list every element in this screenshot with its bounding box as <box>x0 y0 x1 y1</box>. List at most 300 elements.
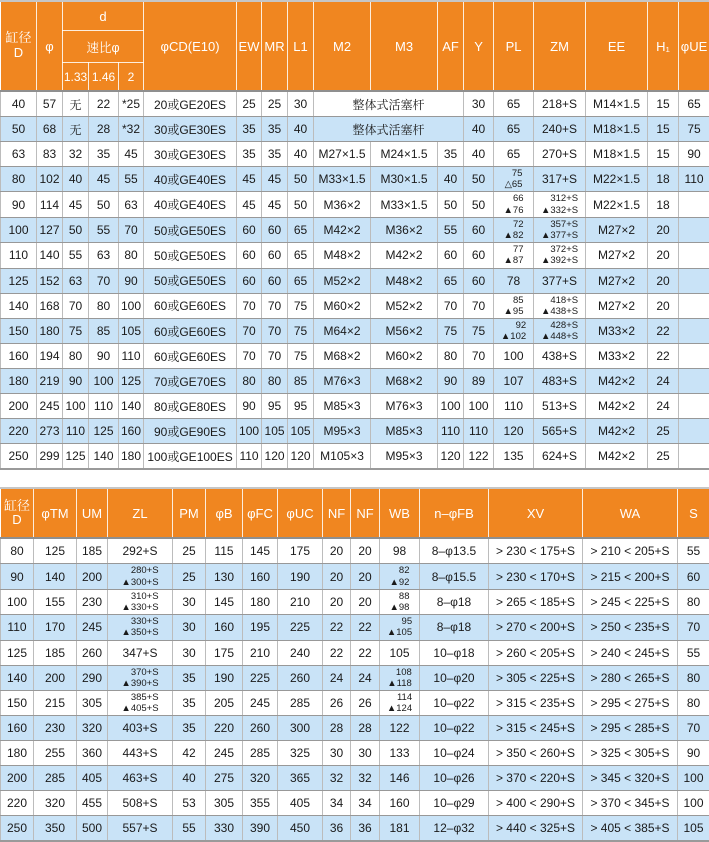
body-cell: 245 <box>206 741 243 766</box>
body-cell: 80 <box>1 167 37 192</box>
body-cell: 463+S <box>108 766 173 791</box>
body-cell: 210 <box>243 640 278 665</box>
body-cell: 30 <box>173 640 206 665</box>
body-cell: 220 <box>1 419 37 444</box>
body-cell: 260 <box>278 665 323 690</box>
body-cell: 45 <box>262 167 288 192</box>
body-cell: 140 <box>34 564 77 589</box>
stacked-value: 428+S ▲448+S <box>541 320 578 342</box>
body-cell: 90 <box>1 192 37 217</box>
table-row <box>1 419 709 444</box>
body-cell <box>494 293 534 318</box>
body-cell: 100或GE100ES <box>144 444 237 470</box>
body-cell: 347+S <box>108 640 173 665</box>
body-cell: 90或GE90ES <box>144 419 237 444</box>
body-cell: 35 <box>89 142 119 167</box>
body-cell: 110 <box>1 615 34 640</box>
body-cell: 40或GE40ES <box>144 167 237 192</box>
body-cell: 8–φ13.5 <box>420 538 489 564</box>
body-cell: 30或GE30ES <box>144 117 237 142</box>
body-cell: 245 <box>243 691 278 716</box>
body-cell: 120 <box>262 444 288 470</box>
body-cell: 20 <box>323 564 351 589</box>
body-cell <box>494 217 534 242</box>
body-cell: 36 <box>351 816 380 842</box>
body-cell: 105 <box>262 419 288 444</box>
header-cell: Y <box>464 1 494 91</box>
body-cell: 25 <box>173 564 206 589</box>
body-cell: 75 <box>438 319 464 344</box>
body-cell: 20 <box>648 293 679 318</box>
body-cell: > 265 < 185+S <box>489 589 583 614</box>
body-cell: 57 <box>37 91 63 117</box>
body-cell: 125 <box>1 640 34 665</box>
body-cell: 60 <box>438 243 464 268</box>
body-cell: M27×2 <box>586 268 648 293</box>
table-row <box>1 791 709 816</box>
body-cell: M33×2 <box>586 319 648 344</box>
body-cell: 140 <box>119 394 144 419</box>
body-cell: 300 <box>278 716 323 741</box>
body-cell: 220 <box>206 716 243 741</box>
header-cell: M3 <box>371 1 438 91</box>
body-cell: 75 <box>288 319 314 344</box>
body-cell: 290 <box>77 665 108 690</box>
header-cell: 2 <box>119 63 144 92</box>
body-cell: 70 <box>237 293 262 318</box>
body-cell: 70 <box>262 344 288 369</box>
body-cell: 20 <box>648 268 679 293</box>
body-cell: M30×1.5 <box>371 167 438 192</box>
stacked-value: 114 ▲124 <box>387 692 412 714</box>
body-cell: 110 <box>438 419 464 444</box>
body-cell: 40 <box>464 142 494 167</box>
body-cell: 200 <box>34 665 77 690</box>
body-cell: 320 <box>34 791 77 816</box>
body-cell: 160 <box>380 791 420 816</box>
body-cell: > 370 < 220+S <box>489 766 583 791</box>
body-cell: 30 <box>351 741 380 766</box>
body-cell: 75 <box>464 319 494 344</box>
body-cell: 240+S <box>534 117 586 142</box>
body-cell: 90 <box>119 268 144 293</box>
body-cell: 10–φ20 <box>420 665 489 690</box>
header-cell: 速比φ <box>63 31 144 63</box>
body-cell: M85×3 <box>371 419 438 444</box>
body-cell <box>380 665 420 690</box>
body-cell: M64×2 <box>314 319 371 344</box>
body-cell: 107 <box>494 369 534 394</box>
body-cell: 260 <box>77 640 108 665</box>
header-cell: 1.33 <box>63 63 89 92</box>
body-cell: 40 <box>288 142 314 167</box>
body-cell: 40或GE40ES <box>144 192 237 217</box>
body-cell: > 295 < 275+S <box>583 691 678 716</box>
body-cell: M27×2 <box>586 293 648 318</box>
body-cell: 360 <box>77 741 108 766</box>
body-cell: 70 <box>678 716 709 741</box>
body-cell: 90 <box>678 741 709 766</box>
body-cell: 70 <box>63 293 89 318</box>
body-cell: 152 <box>37 268 63 293</box>
body-cell: 20 <box>351 564 380 589</box>
body-cell: 70 <box>464 293 494 318</box>
body-cell: 25 <box>173 538 206 564</box>
body-cell <box>494 192 534 217</box>
body-cell: 25 <box>648 419 679 444</box>
body-cell: 190 <box>206 665 243 690</box>
body-cell: 110 <box>119 344 144 369</box>
body-cell: 75 <box>288 344 314 369</box>
body-cell: 60 <box>237 217 262 242</box>
body-cell: 210 <box>278 589 323 614</box>
body-cell: 115 <box>206 538 243 564</box>
body-cell: 114 <box>37 192 63 217</box>
body-cell: 122 <box>464 444 494 470</box>
table-row <box>1 766 709 791</box>
body-cell: 125 <box>1 268 37 293</box>
body-cell: M42×2 <box>586 394 648 419</box>
table-row <box>1 117 709 142</box>
body-cell: 30 <box>173 589 206 614</box>
body-cell: 整体式活塞杆 <box>314 91 464 117</box>
header-cell: EE <box>586 1 648 91</box>
body-cell: > 350 < 260+S <box>489 741 583 766</box>
body-cell: 50 <box>89 192 119 217</box>
body-cell: 145 <box>243 538 278 564</box>
body-cell: 100 <box>678 766 709 791</box>
header-cell: φFC <box>243 488 278 538</box>
body-cell: 45 <box>237 192 262 217</box>
body-cell: 450 <box>278 816 323 842</box>
body-cell: 45 <box>63 192 89 217</box>
body-cell: 110 <box>237 444 262 470</box>
body-cell: 95 <box>288 394 314 419</box>
body-cell: 35 <box>173 691 206 716</box>
body-cell: 22 <box>323 615 351 640</box>
body-cell: M52×2 <box>371 293 438 318</box>
body-cell: 110 <box>494 394 534 419</box>
body-cell <box>534 319 586 344</box>
stacked-value: 72 ▲82 <box>504 219 524 241</box>
body-cell: 80 <box>1 538 34 564</box>
body-cell: > 210 < 205+S <box>583 538 678 564</box>
body-cell: 40 <box>438 167 464 192</box>
header-cell: WB <box>380 488 420 538</box>
table-row <box>1 319 709 344</box>
body-cell: 85 <box>89 319 119 344</box>
body-cell: 120 <box>494 419 534 444</box>
header-cell: M2 <box>314 1 371 91</box>
table-row <box>1 640 709 665</box>
body-cell: 50 <box>288 192 314 217</box>
body-cell: 18 <box>648 167 679 192</box>
body-cell: M56×2 <box>371 319 438 344</box>
body-cell: 60或GE60ES <box>144 344 237 369</box>
body-cell: > 250 < 235+S <box>583 615 678 640</box>
body-cell <box>380 564 420 589</box>
header-cell: φTM <box>34 488 77 538</box>
body-cell: 32 <box>351 766 380 791</box>
body-cell: 127 <box>37 217 63 242</box>
body-cell: 89 <box>464 369 494 394</box>
body-cell: 403+S <box>108 716 173 741</box>
body-cell: 55 <box>678 538 709 564</box>
body-cell: 438+S <box>534 344 586 369</box>
body-cell: 160 <box>1 344 37 369</box>
body-cell: 50 <box>438 192 464 217</box>
body-cell: M33×1.5 <box>314 167 371 192</box>
body-cell: 63 <box>89 243 119 268</box>
body-cell: 105 <box>288 419 314 444</box>
body-cell: M33×1.5 <box>371 192 438 217</box>
body-cell: 146 <box>380 766 420 791</box>
body-cell: 350 <box>34 816 77 842</box>
body-cell: 105 <box>380 640 420 665</box>
body-cell <box>380 691 420 716</box>
body-cell: 160 <box>1 716 34 741</box>
body-cell: 330 <box>206 816 243 842</box>
body-cell: 377+S <box>534 268 586 293</box>
body-cell: 70 <box>119 217 144 242</box>
body-cell: 90 <box>89 344 119 369</box>
header-cell: PM <box>173 488 206 538</box>
body-cell: 40 <box>1 91 37 117</box>
body-cell: 35 <box>237 142 262 167</box>
body-cell: > 240 < 245+S <box>583 640 678 665</box>
stacked-value: 75 △65 <box>505 168 523 190</box>
body-cell: 180 <box>1 369 37 394</box>
body-cell: 24 <box>351 665 380 690</box>
stacked-value: 77 ▲87 <box>504 244 524 266</box>
body-cell: 105 <box>678 816 709 842</box>
body-cell: 325 <box>278 741 323 766</box>
stacked-value: 312+S ▲332+S <box>541 193 578 215</box>
body-cell: > 230 < 175+S <box>489 538 583 564</box>
body-cell: 80 <box>262 369 288 394</box>
body-cell: 83 <box>37 142 63 167</box>
body-cell: 317+S <box>534 167 586 192</box>
body-cell <box>380 589 420 614</box>
body-cell: > 280 < 265+S <box>583 665 678 690</box>
body-cell: 30 <box>323 741 351 766</box>
body-cell: 60 <box>262 268 288 293</box>
body-cell: 10–φ18 <box>420 640 489 665</box>
body-cell: 28 <box>351 716 380 741</box>
body-cell: > 295 < 285+S <box>583 716 678 741</box>
body-cell: 285 <box>243 741 278 766</box>
body-cell <box>534 293 586 318</box>
body-cell: M22×1.5 <box>586 167 648 192</box>
body-cell: 245 <box>37 394 63 419</box>
header-cell: MR <box>262 1 288 91</box>
header-cell: 1.46 <box>89 63 119 92</box>
body-cell: > 215 < 200+S <box>583 564 678 589</box>
body-cell: 205 <box>206 691 243 716</box>
body-cell: 355 <box>243 791 278 816</box>
body-cell: 30 <box>464 91 494 117</box>
body-cell <box>534 243 586 268</box>
stacked-value: 280+S ▲300+S <box>121 565 158 587</box>
body-cell: M85×3 <box>314 394 371 419</box>
body-cell: 55 <box>63 243 89 268</box>
body-cell: M68×2 <box>314 344 371 369</box>
body-cell: 32 <box>63 142 89 167</box>
body-cell: 160 <box>119 419 144 444</box>
body-cell: 180 <box>119 444 144 470</box>
body-cell: 140 <box>1 293 37 318</box>
body-cell: 70 <box>262 319 288 344</box>
body-cell: 125 <box>34 538 77 564</box>
body-cell <box>494 319 534 344</box>
stacked-value: 310+S ▲330+S <box>121 591 158 613</box>
body-cell: 15 <box>648 142 679 167</box>
body-cell: 63 <box>63 268 89 293</box>
header-cell: φUE <box>679 1 709 91</box>
body-cell: > 370 < 345+S <box>583 791 678 816</box>
body-cell: 80 <box>438 344 464 369</box>
body-cell: 95 <box>262 394 288 419</box>
body-cell: 168 <box>37 293 63 318</box>
table-row <box>1 394 709 419</box>
body-cell: M27×2 <box>586 217 648 242</box>
table-row <box>1 564 709 589</box>
header-cell: φ <box>37 1 63 91</box>
body-cell <box>679 217 709 242</box>
body-cell: 60 <box>464 243 494 268</box>
body-cell: M95×3 <box>314 419 371 444</box>
body-cell: 150 <box>1 691 34 716</box>
body-cell: 90 <box>237 394 262 419</box>
body-cell: 34 <box>351 791 380 816</box>
body-cell: 26 <box>323 691 351 716</box>
body-cell: 10–φ26 <box>420 766 489 791</box>
body-cell: 35 <box>262 117 288 142</box>
body-cell <box>108 615 173 640</box>
body-cell: 40 <box>464 117 494 142</box>
body-cell: 200 <box>1 394 37 419</box>
table-row <box>1 444 709 470</box>
body-cell: 180 <box>1 741 34 766</box>
body-cell: 75 <box>63 319 89 344</box>
body-cell: 122 <box>380 716 420 741</box>
body-cell: 25 <box>648 444 679 470</box>
body-cell: 60 <box>464 268 494 293</box>
body-cell: 12–φ32 <box>420 816 489 842</box>
body-cell <box>679 419 709 444</box>
body-cell: M18×1.5 <box>586 117 648 142</box>
body-cell: 32 <box>323 766 351 791</box>
body-cell: 45 <box>89 167 119 192</box>
body-cell: 100 <box>63 394 89 419</box>
body-cell: 565+S <box>534 419 586 444</box>
body-cell: 25 <box>262 91 288 117</box>
body-cell: 624+S <box>534 444 586 470</box>
body-cell: 390 <box>243 816 278 842</box>
body-cell: 22 <box>648 319 679 344</box>
header-cell: EW <box>237 1 262 91</box>
body-cell: 150 <box>1 319 37 344</box>
body-cell: M76×3 <box>371 394 438 419</box>
body-cell: M18×1.5 <box>586 142 648 167</box>
header-cell: φB <box>206 488 243 538</box>
body-cell: 22 <box>351 615 380 640</box>
body-cell: M24×1.5 <box>371 142 438 167</box>
table-row <box>1 243 709 268</box>
header-cell: L1 <box>288 1 314 91</box>
body-cell: 8–φ15.5 <box>420 564 489 589</box>
body-cell: 60 <box>678 564 709 589</box>
body-cell: 80或GE80ES <box>144 394 237 419</box>
body-cell: 63 <box>1 142 37 167</box>
body-cell: 100 <box>119 293 144 318</box>
body-cell: 24 <box>648 369 679 394</box>
body-cell: 133 <box>380 741 420 766</box>
body-cell <box>679 344 709 369</box>
body-cell: M60×2 <box>314 293 371 318</box>
body-cell <box>534 217 586 242</box>
body-cell: 15 <box>648 117 679 142</box>
body-cell: 320 <box>77 716 108 741</box>
body-cell: > 400 < 290+S <box>489 791 583 816</box>
header-row <box>1 488 709 538</box>
body-cell <box>108 691 173 716</box>
header-cell: n–φFB <box>420 488 489 538</box>
body-cell: 35 <box>262 142 288 167</box>
body-cell: 65 <box>494 117 534 142</box>
body-cell: 240 <box>278 640 323 665</box>
body-cell <box>679 268 709 293</box>
body-cell: 70 <box>262 293 288 318</box>
body-cell: 50 <box>63 217 89 242</box>
body-cell: 200 <box>1 766 34 791</box>
body-cell: 190 <box>278 564 323 589</box>
body-cell: 100 <box>237 419 262 444</box>
body-cell: 60 <box>262 243 288 268</box>
body-cell: M60×2 <box>371 344 438 369</box>
body-cell: 125 <box>63 444 89 470</box>
body-cell: 65 <box>494 142 534 167</box>
body-cell: 508+S <box>108 791 173 816</box>
stacked-value: 66 ▲76 <box>504 193 524 215</box>
body-cell: 140 <box>37 243 63 268</box>
stacked-value: 95 ▲105 <box>387 616 412 638</box>
body-cell: 273 <box>37 419 63 444</box>
body-cell: M22×1.5 <box>586 192 648 217</box>
body-cell: 305 <box>77 691 108 716</box>
body-cell: 65 <box>679 91 709 117</box>
header-cell: ZM <box>534 1 586 91</box>
body-cell: 55 <box>119 167 144 192</box>
body-cell <box>108 564 173 589</box>
body-cell: 110 <box>89 394 119 419</box>
body-cell: 275 <box>206 766 243 791</box>
body-cell: 60 <box>237 268 262 293</box>
body-cell: > 405 < 385+S <box>583 816 678 842</box>
body-cell: 30 <box>288 91 314 117</box>
body-cell: 219 <box>37 369 63 394</box>
table-row <box>1 716 709 741</box>
body-cell: 10–φ24 <box>420 741 489 766</box>
body-cell: 160 <box>206 615 243 640</box>
header-cell: XV <box>489 488 583 538</box>
body-cell: M14×1.5 <box>586 91 648 117</box>
body-cell: 225 <box>278 615 323 640</box>
body-cell: 125 <box>119 369 144 394</box>
body-cell: 285 <box>278 691 323 716</box>
body-cell <box>380 615 420 640</box>
body-cell: 75 <box>679 117 709 142</box>
